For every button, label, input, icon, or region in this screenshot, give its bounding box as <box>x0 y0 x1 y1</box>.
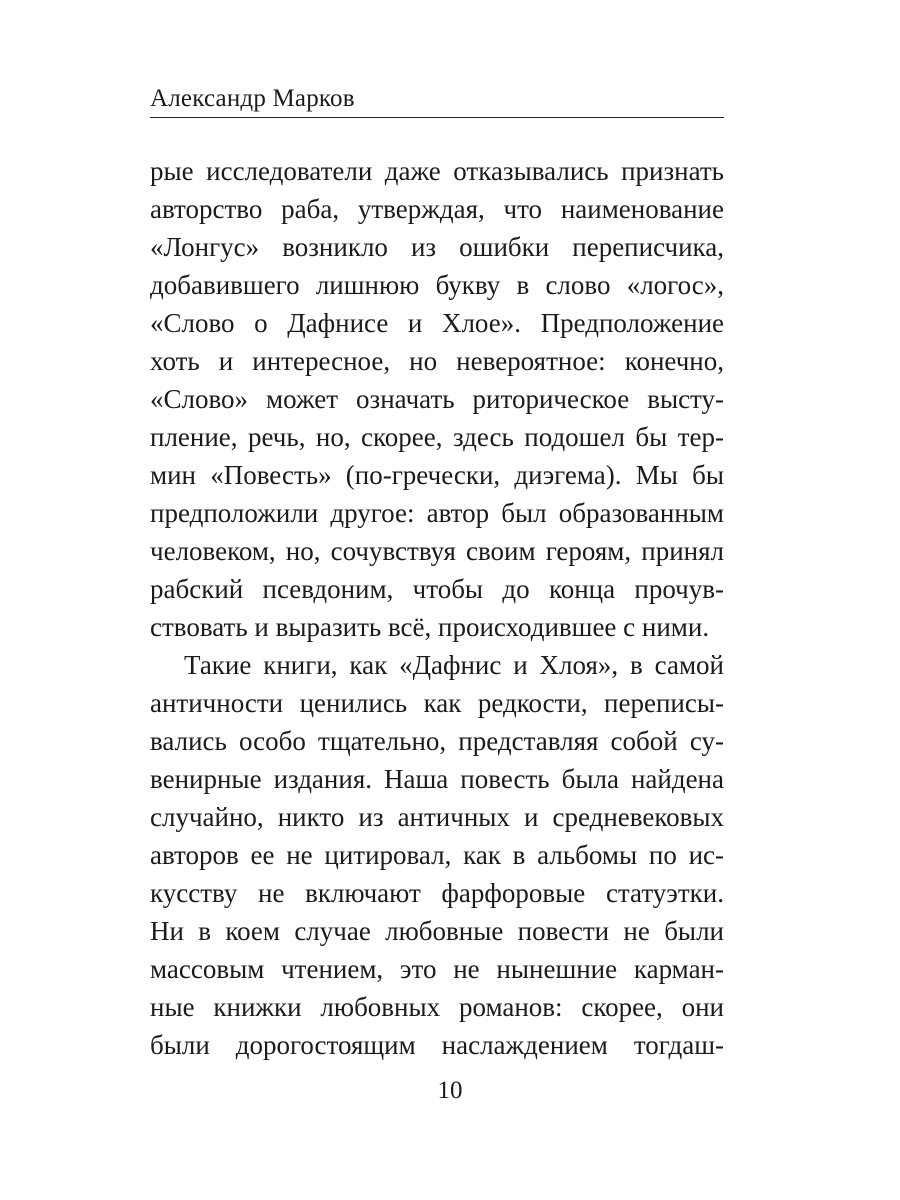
text-line: «Лонгус» возникло из ошибки переписчика, <box>150 232 724 262</box>
text-line: хоть и интересное, но невероятное: конечно, <box>150 346 724 376</box>
text-line: человеком, но, сочувствуя своим героям, принял <box>150 536 724 566</box>
body-text <box>150 152 724 1064</box>
text-line: «Слово о Дафнисе и Хлое». Предположение <box>150 308 724 338</box>
text-line: античности ценились как редкости, переписы- <box>150 688 724 718</box>
text-line: ные книжки любовных романов: скорее, они <box>150 992 724 1022</box>
text-line: пление, речь, но, скорее, здесь подошел бы тер- <box>150 422 724 452</box>
text-line: ствовать и выразить всё, происходившее с ними. <box>150 612 710 642</box>
text-line: вались особо тщательно, представляя собой су- <box>150 726 724 756</box>
running-head-author: Александр Марков <box>150 85 355 112</box>
text-line: авторов ее не цитировал, как в альбомы по ис- <box>150 840 724 870</box>
text-line: рабский псевдоним, чтобы до конца прочув- <box>150 574 724 604</box>
page-number: 10 <box>437 1077 463 1104</box>
text-line: авторство раба, утверждая, что наименование <box>150 194 724 224</box>
text-line: Ни в коем случае любовные повести не были <box>150 916 724 946</box>
text-line: рые исследователи даже отказывались признать <box>150 156 724 186</box>
text-line: были дорогостоящим наслаждением тогдаш- <box>150 1030 724 1060</box>
text-line: предположили другое: автор был образованным <box>150 498 724 528</box>
text-line: добавившего лишнюю букву в слово «логос», <box>150 270 724 300</box>
text-line: венирные издания. Наша повесть была найдена <box>150 764 724 794</box>
text-line: мин «Повесть» (по-гречески, диэгема). Мы бы <box>150 460 724 490</box>
text-line: случайно, никто из античных и средневековых <box>150 802 724 832</box>
text-line: «Слово» может означать риторическое высту- <box>150 384 724 414</box>
header-rule <box>150 117 724 118</box>
text-line: массовым чтением, это не нынешние карман- <box>150 954 724 984</box>
text-line: кусству не включают фарфоровые статуэтки. <box>150 878 724 908</box>
paragraph-first-line: Такие книги, как «Дафнис и Хлоя», в самой <box>184 650 724 680</box>
